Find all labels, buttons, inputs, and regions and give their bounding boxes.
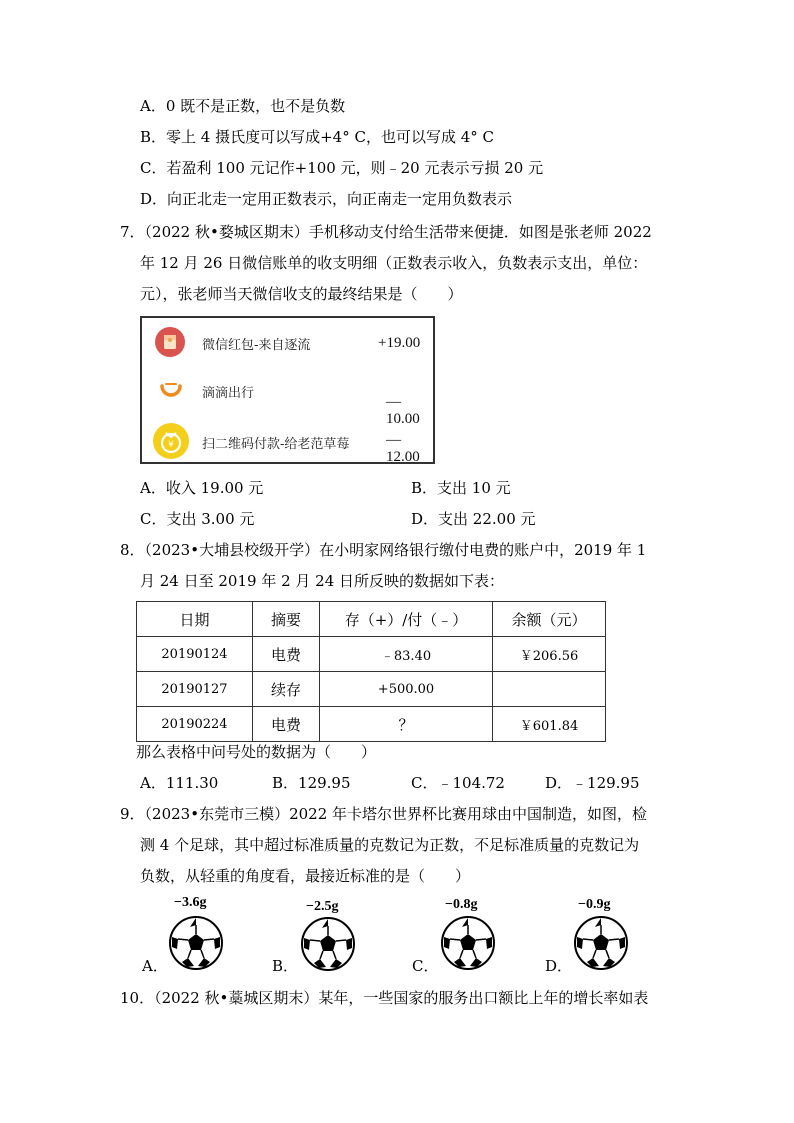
column-header: 余额（元） [493, 602, 606, 637]
ball-d-weight: −0.9g [578, 897, 611, 912]
q8-question: 那么表格中问号处的数据为（ ） [136, 743, 377, 761]
q8-option-b: B．129.95 [272, 774, 351, 792]
column-header: 存（+）/付（﹣） [320, 602, 493, 637]
bill-item-amount: —10.00 [386, 394, 420, 427]
q9-stem-line-2: 测 4 个足球，其中超过标准质量的克数记为正数，不足标准质量的克数记为 [140, 836, 640, 854]
ball-option-d: D． [545, 957, 573, 975]
table-cell: ￥601.84 [493, 707, 606, 742]
table-cell: +500.00 [320, 672, 493, 707]
ball-b-weight: −2.5g [306, 899, 339, 914]
table-cell [493, 672, 606, 707]
soccer-ball-icon [168, 915, 224, 971]
svg-text:¥: ¥ [168, 440, 174, 450]
ball-option-b: B． [272, 957, 299, 975]
soccer-ball-icon [573, 915, 629, 971]
ball-c-weight: −0.8g [445, 897, 478, 912]
q8-option-d: D．﹣129.95 [545, 774, 640, 792]
table-cell: ﹣83.40 [320, 637, 493, 672]
table-cell: ￥206.56 [493, 637, 606, 672]
didi-icon [158, 380, 184, 402]
q6-option-d: D．向正北走一定用正数表示，向正南走一定用负数表示 [140, 190, 513, 208]
electricity-bill-table [136, 601, 606, 742]
q7-option-c: C．支出 3.00 元 [140, 510, 255, 528]
table-row [137, 672, 606, 707]
table-cell: 20190127 [137, 672, 253, 707]
q9-stem-line-1: 9．（2023•东莞市三模）2022 年卡塔尔世界杯比赛用球由中国制造，如图，检 [120, 805, 648, 823]
ball-a-weight: −3.6g [174, 895, 207, 910]
table-row [137, 637, 606, 672]
q6-option-c: C．若盈利 100 元记作+100 元，则﹣20 元表示亏损 20 元 [140, 159, 544, 177]
column-header: 摘要 [253, 602, 320, 637]
soccer-ball-icon [440, 915, 496, 971]
qr-payment-icon [152, 422, 190, 460]
q7-stem-line-3: 元），张老师当天微信收支的最终结果是（ ） [140, 285, 463, 303]
q7-stem-line-2: 年 12 月 26 日微信账单的收支明细（正数表示收入，负数表示支出，单位： [140, 254, 648, 272]
soccer-ball-icon [300, 916, 356, 972]
column-header: 日期 [137, 602, 253, 637]
q7-option-d: D．支出 22.00 元 [411, 510, 536, 528]
bill-item-amount: —12.00 [386, 432, 420, 465]
table-row [137, 707, 606, 742]
bill-item-label: 扫二维码付款-给老范草莓 [202, 437, 350, 452]
table-cell: 20190224 [137, 707, 253, 742]
q7-option-b: B．支出 10 元 [411, 479, 511, 497]
ball-option-c: C． [412, 957, 439, 975]
q6-option-b: B．零上 4 摄氏度可以写成+4° C，也可以写成 4° C [140, 128, 495, 146]
ball-option-a: A． [142, 957, 168, 975]
table-cell: ？ [320, 707, 493, 742]
red-packet-icon [154, 326, 186, 358]
q8-option-c: C．﹣104.72 [411, 774, 505, 792]
bill-item-label: 滴滴出行 [202, 386, 255, 401]
wechat-bill-figure [140, 316, 435, 464]
table-cell: 电费 [253, 637, 320, 672]
q9-stem-line-3: 负数，从轻重的角度看，最接近标准的是（ ） [140, 867, 471, 885]
table-cell: 20190124 [137, 637, 253, 672]
table-header-row [137, 602, 606, 637]
bill-item-label: 微信红包-来自逐流 [202, 338, 311, 353]
bill-item-amount: +19.00 [378, 335, 421, 351]
q6-option-a: A．0 既不是正数，也不是负数 [140, 97, 346, 115]
table-cell: 电费 [253, 707, 320, 742]
q8-option-a: A．111.30 [140, 774, 219, 792]
q10-stem-line-1: 10．（2022 秋•藁城区期末）某年，一些国家的服务出口额比上年的增长率如表 [120, 989, 649, 1007]
q7-stem-line-1: 7．（2022 秋•婺城区期末）手机移动支付给生活带来便捷．如图是张老师 2022 [120, 223, 652, 241]
q8-stem-line-2: 月 24 日至 2019 年 2 月 24 日所反映的数据如下表： [140, 572, 505, 590]
q8-stem-line-1: 8．（2023•大埔县校级开学）在小明家网络银行缴付电费的账户中，2019 年 1 [120, 541, 647, 559]
table-cell: 续存 [253, 672, 320, 707]
q7-option-a: A．收入 19.00 元 [140, 479, 264, 497]
